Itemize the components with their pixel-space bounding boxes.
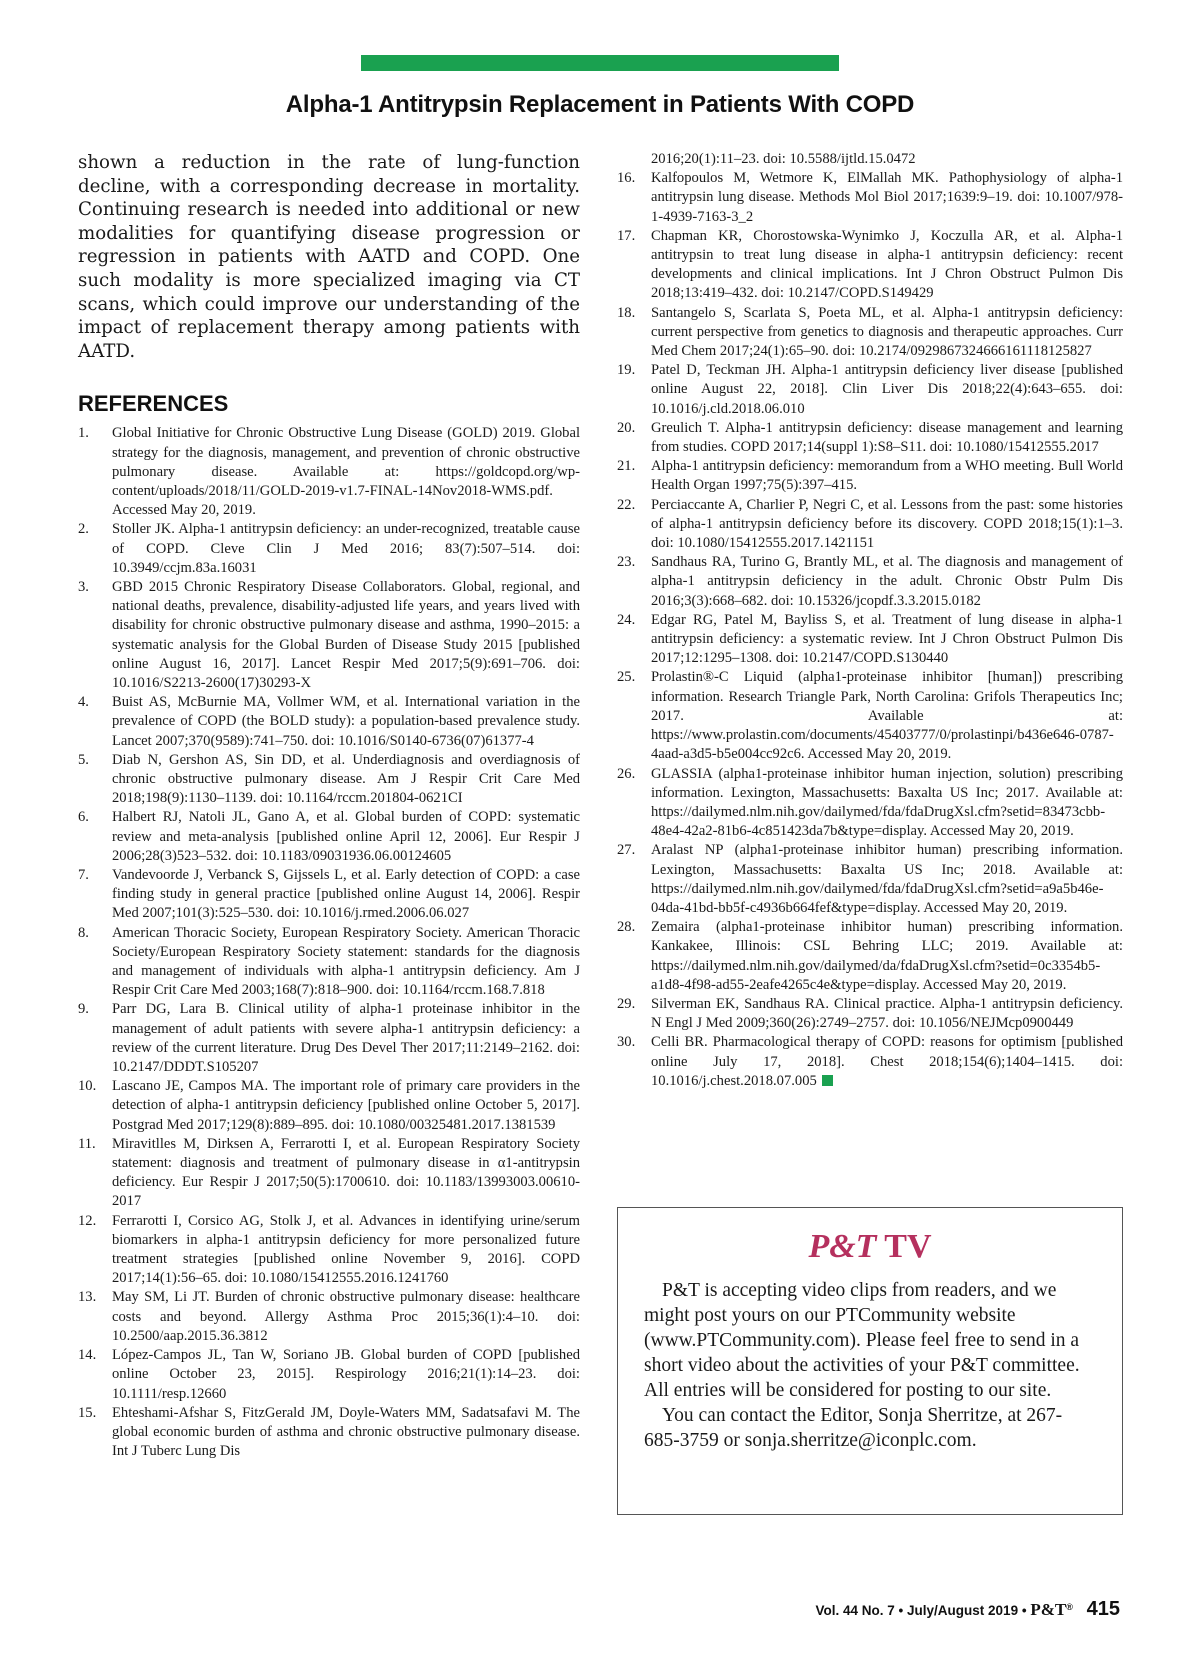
reference-item — [78, 1346, 580, 1404]
reference-text: Aralast NP (alpha1-proteinase inhibitor human) prescribing information. Lexington, Massachusetts: Baxalta US Inc; 2018. Available at: https://dailymed.nlm.nih.gov/dailymed/fda/fdaDrugXsl.cfm?setid=a9a5b46e-04da-41bd-bb5f-c4936b664fef&type=display. Accessed May 20, 2019. — [651, 842, 1123, 916]
reference-text: Celli BR. Pharmacological therapy of COPD: reasons for optimism [published online July 17, 2018]. Chest 2018;154(6);1404–1415. doi: 10.1016/j.chest.2018.07.005 — [651, 1034, 1123, 1089]
reference-number: 3. — [78, 578, 89, 595]
reference-number: 27. — [617, 842, 636, 859]
reference-number: 9. — [78, 1001, 89, 1018]
reference-item — [617, 553, 1123, 611]
reference-number: 26. — [617, 765, 636, 782]
reference-number: 22. — [617, 496, 636, 513]
reference-text: Halbert RJ, Natoli JL, Gano A, et al. Global burden of COPD: systematic review and meta-analysis [published online April 12, 2006]. Eur Respir J 2006;28(3)523–532. doi: 10.1183/09031936.06.00124605 — [112, 809, 580, 864]
reference-text: Miravitlles M, Dirksen A, Ferrarotti I, et al. European Respiratory Society statement: diagnosis and treatment of pulmonary disease in α1-antitrypsin deficiency. Eur Respir J 2017;50(5):1700610. doi: 10.1183/13993003.00610-2017 — [112, 1135, 580, 1210]
reference-text: Sandhaus RA, Turino G, Brantly ML, et al. The diagnosis and management of alpha-1 antitrypsin deficiency in the adult. Chronic Obstr Pulm Dis 2016;3(3):668–682. doi: 10.15326/jcopdf.3.3.2015.0182 — [651, 554, 1123, 609]
reference-text: Zemaira (alpha1-proteinase inhibitor human) prescribing information. Kankakee, Illinois: CSL Behring LLC; 2019. Available at: https://dailymed.nlm.nih.gov/dailymed/da/fdaDrugXsl.cfm?setid=0c3354b5-a1d8-4f98-ad55-2eafe4265c4e&type=display. Accessed May 20, 2019. — [651, 919, 1123, 993]
reference-text: Vandevoorde J, Verbanck S, Gijssels L, et al. Early detection of COPD: a case finding study in general practice [published online August 14, 2006]. Respir Med 2007;101(3):525–530. doi: 10.1016/j.rmed.2006.06.027 — [112, 867, 580, 922]
sidebar-title-italic: P&T — [808, 1228, 877, 1265]
end-of-article-marker — [822, 1075, 833, 1086]
reference-number: 16. — [617, 170, 636, 187]
reference-item — [78, 1135, 580, 1212]
reference-text: Santangelo S, Scarlata S, Poeta ML, et al. Alpha-1 antitrypsin deficiency: current perspective from genetics to diagnosis and therapeutic approaches. Curr Med Chem 2017;24(1):65–90. doi: 10.2174/0929867324666161118125827 — [651, 304, 1123, 360]
reference-number: 17. — [617, 227, 636, 244]
reference-item — [78, 924, 580, 1001]
reference-item — [78, 1212, 580, 1289]
reference-number: 28. — [617, 919, 636, 936]
reference-text: Global Initiative for Chronic Obstructive Lung Disease (GOLD) 2019. Global strategy for the diagnosis, management, and prevention of chronic obstructive pulmonary disease. Available at: https://goldcopd.org/wp-content/uploads/2018/11/GOLD-2019-v1.7-FINAL-14Nov2018-WMS.pdf. Accessed May 20, 2019. — [112, 425, 580, 519]
reference-number: 29. — [617, 995, 636, 1012]
reference-text: GLASSIA (alpha1-proteinase inhibitor human injection, solution) prescribing information. Lexington, Massachusetts: Baxalta US Inc; 2017. Available at: https://dailymed.nlm.nih.gov/dailymed/fda/fdaDrugXsl.cfm?setid=83473cbb-48e4-42a2-81b6-4c851423da7b&type=display. Accessed May 20, 2019. — [651, 765, 1123, 840]
reference-text: López-Campos JL, Tan W, Soriano JB. Global burden of COPD [published online October 23, 2015]. Respirology 2016;21(1):14–23. doi: 10.1111/resp.12660 — [112, 1347, 580, 1402]
reference-text: Silverman EK, Sandhaus RA. Clinical practice. Alpha-1 antitrypsin deficiency. N Engl J Med 2009;360(26):2749–2757. doi: 10.1056/NEJMcp0900449 — [651, 995, 1123, 1032]
reference-item — [78, 866, 580, 924]
pt-tv-sidebar — [617, 1207, 1123, 1515]
left-column — [78, 151, 580, 1461]
reference-number: 11. — [78, 1135, 96, 1152]
reference-item — [617, 457, 1123, 495]
reference-item — [617, 668, 1123, 764]
reference-number: 12. — [78, 1212, 97, 1229]
right-column — [617, 150, 1123, 1091]
footer-journal: P&T — [1030, 1600, 1067, 1619]
reference-item — [78, 1288, 580, 1346]
reference-text: Perciaccante A, Charlier P, Negri C, et al. Lessons from the past: some histories of alpha-1 antitrypsin deficiency before its discovery. COPD 2018;15(1):1–3. doi: 10.1080/15412555.2017.1421151 — [651, 496, 1123, 552]
reference-item — [78, 424, 580, 520]
reference-item — [78, 1077, 580, 1135]
reference-text: Greulich T. Alpha-1 antitrypsin deficiency: disease management and learning from studies. COPD 2017;14(suppl 1):S8–S11. doi: 10.1080/15412555.2017 — [651, 419, 1123, 456]
reference-text: Prolastin®-C Liquid (alpha1-proteinase inhibitor [human]) prescribing information. Research Triangle Park, North Carolina: Grifols Therapeutics Inc; 2017. Available at: https://www.prolastin.com/documents/45403777/0/prolastinpi/b436e646-0787-4aad-a3d5-b5e004cc92c6. Accessed May 20, 2019. — [651, 669, 1123, 763]
reference-number: 18. — [617, 304, 636, 321]
reference-text: May SM, Li JT. Burden of chronic obstructive pulmonary disease: healthcare costs and beyond. Allergy Asthma Proc 2015;36(1):4–10. doi: 10.2500/aap.2015.36.3812 — [112, 1289, 580, 1344]
reference-text: GBD 2015 Chronic Respiratory Disease Collaborators. Global, regional, and national deaths, prevalence, disability-adjusted life years, and years lived with disability for chronic obstructive pulmonary disease and asthma, 1990–2015: a systematic analysis for the Global Burden of Disease Study 2015 [published online August 16, 2017]. Lancet Respir Med 2017;5(9):691–706. doi: 10.1016/S2213-2600(17)30293-X — [112, 578, 580, 691]
reference-number: 19. — [617, 362, 636, 379]
footer-registered: ® — [1066, 1602, 1073, 1612]
reference-text: Kalfopoulos M, Wetmore K, ElMallah MK. Pathophysiology of alpha-1 antitrypsin lung disease. Methods Mol Biol 2017;1639:9–19. doi: 10.1007/978-1-4939-7163-3_2 — [651, 170, 1123, 225]
sidebar-paragraph-1: P&T is accepting video clips from readers, and we might post yours on our PTCommunity website (www.PTCommunity.com). Please feel free to send in a short video about the activities of your P&T committee. All entries will be considered for posting to our site. — [644, 1280, 1080, 1401]
reference-text: Patel D, Teckman JH. Alpha-1 antitrypsin deficiency liver disease [published online August 22, 2018]. Clin Liver Dis 2018;22(4):643–655. doi: 10.1016/j.cld.2018.06.010 — [651, 362, 1123, 417]
page-number: 415 — [1086, 1598, 1120, 1620]
reference-text: Parr DG, Lara B. Clinical utility of alpha-1 proteinase inhibitor in the management of adult patients with severe alpha-1 antitrypsin deficiency: a review of the current literature. Drug Des Devel Ther 2017;11:2149–2162. doi: 10.2147/DDDT.S105207 — [112, 1001, 580, 1076]
reference-item — [617, 227, 1123, 304]
reference-number: 5. — [78, 751, 89, 768]
page-footer — [816, 1598, 1120, 1621]
sidebar-title-rest: TV — [876, 1228, 932, 1265]
reference-text: Ferrarotti I, Corsico AG, Stolk J, et al. Advances in identifying urine/serum biomarkers in alpha-1 antitrypsin deficiency for more personalized future treatment strategies [published online November 9, 2016]. COPD 2017;14(1):56–65. doi: 10.1080/15412555.2016.1241760 — [112, 1212, 580, 1287]
reference-number: 15. — [78, 1404, 97, 1421]
reference-text: Stoller JK. Alpha-1 antitrypsin deficiency: an under-recognized, treatable cause of COPD. Cleve Clin J Med 2016; 83(7):507–514. doi: 10.3949/ccjm.83a.16031 — [112, 521, 580, 576]
reference-number: 10. — [78, 1078, 97, 1095]
reference-text: Chapman KR, Chorostowska-Wynimko J, Koczulla AR, et al. Alpha-1 antitrypsin to treat lung disease in alpha-1 antitrypsin deficiency: recent developments and clinical implications. Int J Chron Obstruct Pulmon Dis 2018;13:419–432. doi: 10.2147/COPD.S149429 — [651, 227, 1123, 302]
reference-number: 30. — [617, 1034, 636, 1051]
reference-item — [617, 611, 1123, 669]
reference-number: 4. — [78, 694, 89, 711]
reference-number: 7. — [78, 867, 89, 884]
reference-number: 20. — [617, 419, 636, 436]
reference-text: Alpha-1 antitrypsin deficiency: memorandum from a WHO meeting. Bull World Health Organ 1997;75(5):397–415. — [651, 458, 1123, 494]
references-list-right — [617, 169, 1123, 1091]
references-heading: REFERENCES — [78, 391, 229, 417]
reference-item — [617, 765, 1123, 842]
reference-item — [617, 169, 1123, 227]
reference-text: Lascano JE, Campos MA. The important role of primary care providers in the detection of alpha-1 antitrypsin deficiency [published online October 5, 2017]. Postgrad Med 2017;129(8):889–895. doi: 10.1080/00325481.2017.1381539 — [112, 1078, 580, 1133]
reference-item — [617, 918, 1123, 995]
reference-item — [78, 751, 580, 809]
reference-number: 2. — [78, 521, 89, 538]
reference-item — [78, 693, 580, 751]
reference-15-continuation: 2016;20(1):11–23. doi: 10.5588/ijtld.15.0472 — [651, 151, 916, 167]
reference-number: 8. — [78, 924, 89, 941]
footer-issue: Vol. 44 No. 7 • July/August 2019 • — [815, 1603, 1027, 1618]
reference-text: Edgar RG, Patel M, Bayliss S, et al. Treatment of lung disease in alpha-1 antitrypsin deficiency: a systematic review. Int J Chron Obstruct Pulmon Dis 2017;12:1295–1308. doi: 10.2147/COPD.S130440 — [651, 611, 1123, 667]
reference-item — [78, 1404, 580, 1462]
reference-number: 21. — [617, 458, 636, 475]
sidebar-paragraph-2: You can contact the Editor, Sonja Sherritze, at 267-685-3759 or sonja.sherritze@iconplc.com. — [644, 1405, 1063, 1451]
running-title: Alpha-1 Antitrypsin Replacement in Patients With COPD — [285, 91, 915, 118]
reference-number: 6. — [78, 809, 89, 826]
reference-text: Buist AS, McBurnie MA, Vollmer WM, et al. International variation in the prevalence of COPD (the BOLD study): a population-based prevalence study. Lancet 2007;370(9589):741–750. doi: 10.1016/S0140-6736(07)61377-4 — [112, 694, 580, 749]
reference-number: 25. — [617, 669, 636, 686]
reference-item — [617, 1033, 1123, 1091]
reference-number: 14. — [78, 1347, 97, 1364]
reference-item — [617, 496, 1123, 554]
reference-text: Ehteshami-Afshar S, FitzGerald JM, Doyle-Waters MM, Sadatsafavi M. The global economic burden of asthma and chronic obstructive pulmonary disease. Int J Tuberc Lung Dis — [112, 1404, 580, 1460]
reference-item — [617, 995, 1123, 1033]
reference-item — [78, 520, 580, 578]
reference-number: 23. — [617, 554, 636, 571]
reference-item — [617, 361, 1123, 419]
reference-item — [617, 304, 1123, 362]
references-list-left — [78, 424, 580, 1461]
reference-item — [78, 808, 580, 866]
reference-item — [617, 841, 1123, 918]
reference-number: 13. — [78, 1289, 97, 1306]
sidebar-title — [644, 1228, 1096, 1266]
reference-text: American Thoracic Society, European Respiratory Society. American Thoracic Society/European Respiratory Society statement: standards for the diagnosis and management of individuals with alpha-1 antitrypsin deficiency. Am J Respir Crit Care Med 2003;168(7):818–900. doi: 10.1164/rccm.168.7.818 — [112, 924, 580, 999]
reference-item — [78, 578, 580, 693]
reference-number: 1. — [78, 425, 89, 442]
reference-item — [617, 419, 1123, 457]
reference-number: 24. — [617, 611, 636, 628]
intro-paragraph: shown a reduction in the rate of lung-function decline, with a corresponding decrease in mortality. Continuing research is needed into additional or new modalities for quantifying disease progression or regression in patients with AATD and COPD. One such modality is more specialized imaging via CT scans, which could improve our understanding of the impact of replacement therapy among patients with AATD. — [78, 152, 580, 362]
reference-item — [78, 1000, 580, 1077]
reference-text: Diab N, Gershon AS, Sin DD, et al. Underdiagnosis and overdiagnosis of chronic obstructive pulmonary disease. Am J Respir Crit Care Med 2018;198(9):1130–1139. doi: 10.1164/rccm.201804-0621CI — [112, 751, 580, 807]
header-accent-bar — [361, 55, 839, 71]
